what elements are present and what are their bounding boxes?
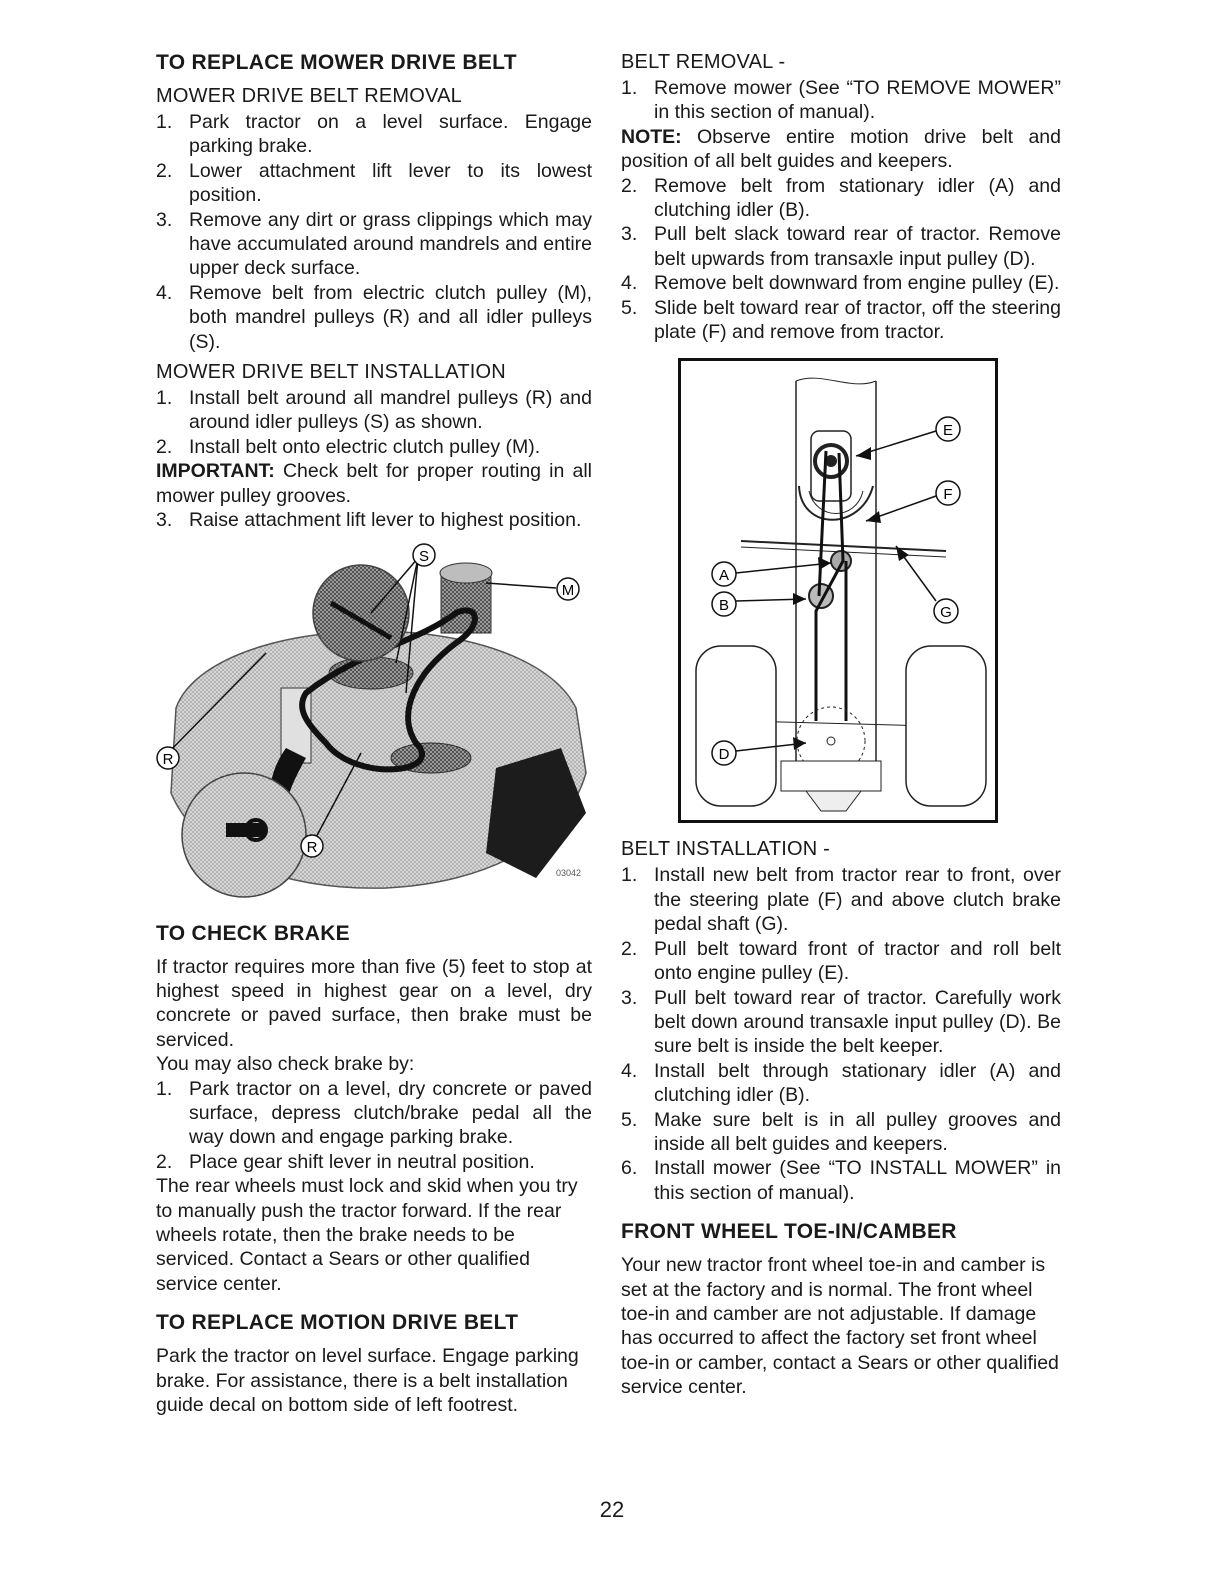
list-item xyxy=(156,435,592,459)
step-number: 2. xyxy=(156,159,173,182)
list-item xyxy=(621,296,1061,345)
important-note xyxy=(156,459,592,508)
step-number: 3. xyxy=(156,208,173,231)
step-text: Remove belt downward from engine pulley (E). xyxy=(654,272,1060,295)
installation-steps-list xyxy=(156,386,592,459)
list-item xyxy=(156,386,592,435)
step-text: Remove belt from electric clutch pulley (M), both mandrel pulleys (R) and all idler pulleys (S). xyxy=(189,281,592,353)
section-title-replace-mower-belt: TO REPLACE MOWER DRIVE BELT xyxy=(156,51,517,74)
tractor-belt-illustration xyxy=(681,361,995,820)
step-number: 2. xyxy=(621,937,638,960)
step-number: 4. xyxy=(621,272,638,295)
note-text: Observe entire motion drive belt and position of all belt guides and keepers. xyxy=(621,125,1061,173)
list-item xyxy=(621,986,1061,1059)
callout-m: M xyxy=(561,581,575,599)
list-item xyxy=(156,508,592,532)
tractor-belt-figure xyxy=(678,358,998,823)
step-text: Slide belt toward rear of tractor, off the steering plate (F) and remove from tractor. xyxy=(654,296,1061,344)
list-item xyxy=(621,1108,1061,1157)
step-text: Lower attachment lift lever to its lowest position. xyxy=(189,159,592,207)
list-item xyxy=(621,174,1061,223)
step-text: Install belt through stationary idler (A) and clutching idler (B). xyxy=(654,1059,1061,1107)
step-text: Park tractor on a level surface. Engage parking brake. xyxy=(189,111,592,158)
section-title-toe-in-camber: FRONT WHEEL TOE-IN/CAMBER xyxy=(621,1220,957,1244)
step-text: Install belt around all mandrel pulleys (R) and around idler pulleys (S) as shown. xyxy=(189,387,592,434)
callout-r: R xyxy=(306,838,318,856)
callout-g: G xyxy=(940,604,952,622)
figure-code: 03042 xyxy=(556,867,582,878)
subheading-belt-removal: BELT REMOVAL - xyxy=(621,51,786,73)
callout-b: B xyxy=(718,597,730,615)
brake-steps-list xyxy=(156,1077,592,1175)
list-item xyxy=(156,110,592,159)
callout-a: A xyxy=(718,567,730,585)
step-number: 4. xyxy=(621,1059,638,1082)
mower-deck-illustration xyxy=(156,543,592,903)
step-number: 6. xyxy=(621,1157,638,1180)
mower-deck-figure xyxy=(156,543,592,903)
brake-paragraph: If tractor requires more than five (5) feet to stop at highest speed in highest gear on a level, dry concrete or paved surface, then brake must be serviced. xyxy=(156,955,592,1051)
right-column xyxy=(621,50,1061,1400)
step-number: 3. xyxy=(621,986,638,1009)
list-item xyxy=(621,1156,1061,1205)
step-text: Pull belt toward rear of tractor. Carefully work belt down around transaxle input pulley (D). Be sure belt is inside the belt keeper. xyxy=(654,986,1061,1058)
page-number: 22 xyxy=(599,1497,625,1522)
subheading-belt-removal: MOWER DRIVE BELT REMOVAL xyxy=(156,85,462,107)
note-label: NOTE: xyxy=(621,125,682,148)
callout-e: E xyxy=(942,422,954,440)
list-item xyxy=(156,208,592,281)
step-text: Remove belt from stationary idler (A) and clutching idler (B). xyxy=(654,174,1061,222)
section-title-check-brake: TO CHECK BRAKE xyxy=(156,921,350,945)
list-item xyxy=(156,1150,592,1174)
brake-paragraph: You may also check brake by: xyxy=(156,1053,415,1076)
step-number: 3. xyxy=(156,509,173,532)
list-item xyxy=(156,1077,592,1150)
callout-s: S xyxy=(418,547,430,565)
motion-belt-paragraph: Park the tractor on level surface. Engage parking brake. For assistance, there is a belt installation guide decal on bottom side of left footrest. xyxy=(156,1345,579,1416)
belt-removal-steps-list xyxy=(621,174,1061,345)
step-number: 5. xyxy=(621,1108,638,1131)
step-text: Make sure belt is in all pulley grooves and inside all belt guides and keepers. xyxy=(654,1108,1061,1155)
step-number: 1. xyxy=(621,77,638,99)
callout-d: D xyxy=(718,746,730,764)
important-text: Check belt for proper routing in all mower pulley grooves. xyxy=(156,460,592,507)
list-item xyxy=(621,222,1061,271)
list-item xyxy=(621,271,1061,295)
step-text: Remove mower (See “TO REMOVE MOWER” in this section of manual). xyxy=(654,77,1061,124)
step-number: 5. xyxy=(621,296,638,319)
step-number: 1. xyxy=(156,1077,173,1100)
list-item xyxy=(156,159,592,208)
step-text: Install belt onto electric clutch pulley (M). xyxy=(189,435,541,458)
step-text: Install mower (See “TO INSTALL MOWER” in this section of manual). xyxy=(654,1157,1061,1204)
step-number: 1. xyxy=(156,387,173,410)
left-column xyxy=(156,50,592,1417)
step-text: Raise attachment lift lever to highest position. xyxy=(189,509,582,532)
list-item xyxy=(156,281,592,354)
belt-installation-steps-list xyxy=(621,863,1061,1205)
section-title-motion-belt: TO REPLACE MOTION DRIVE BELT xyxy=(156,1311,519,1335)
step-number: 2. xyxy=(156,1150,173,1173)
step-text: Remove any dirt or grass clippings which may have accumulated around mandrels and entire upper deck surface. xyxy=(189,208,592,280)
step-number: 4. xyxy=(156,281,173,304)
step-number: 1. xyxy=(621,864,638,887)
step-number: 1. xyxy=(156,111,173,133)
removal-steps-list xyxy=(156,110,592,354)
step-text: Pull belt slack toward rear of tractor. Remove belt upwards from transaxle input pulley (D). xyxy=(654,223,1061,270)
callout-r: R xyxy=(162,750,174,768)
important-label: IMPORTANT: xyxy=(156,460,275,483)
step-text: Place gear shift lever in neutral position. xyxy=(189,1150,535,1173)
step-number: 2. xyxy=(621,174,638,197)
step-text: Park tractor on a level, dry concrete or paved surface, depress clutch/brake pedal all the way down and engage parking brake. xyxy=(189,1077,592,1149)
callout-f: F xyxy=(943,486,953,504)
step-text: Install new belt from tractor rear to front, over the steering plate (F) and above clutch brake pedal shaft (G). xyxy=(654,864,1061,936)
list-item xyxy=(621,1059,1061,1108)
step-number: 3. xyxy=(621,223,638,246)
brake-paragraph: The rear wheels must lock and skid when you try to manually push the tractor forward. If the rear wheels rotate, then the brake needs to be serviced. Contact a Sears or other qualified service center. xyxy=(156,1175,578,1295)
note xyxy=(621,125,1061,174)
list-item xyxy=(621,76,1061,125)
step-number: 2. xyxy=(156,435,173,458)
list-item xyxy=(621,863,1061,936)
toe-in-paragraph: Your new tractor front wheel toe-in and camber is set at the factory and is normal. The front wheel toe-in and camber are not adjustable. If damage has occurred to affect the factory set front wheel toe-in or camber, contact a Sears or other qualified service center. xyxy=(621,1254,1059,1399)
list-item xyxy=(621,937,1061,986)
subheading-belt-installation: MOWER DRIVE BELT INSTALLATION xyxy=(156,361,506,384)
step-text: Pull belt toward front of tractor and roll belt onto engine pulley (E). xyxy=(654,937,1061,985)
subheading-belt-installation: BELT INSTALLATION - xyxy=(621,838,831,861)
